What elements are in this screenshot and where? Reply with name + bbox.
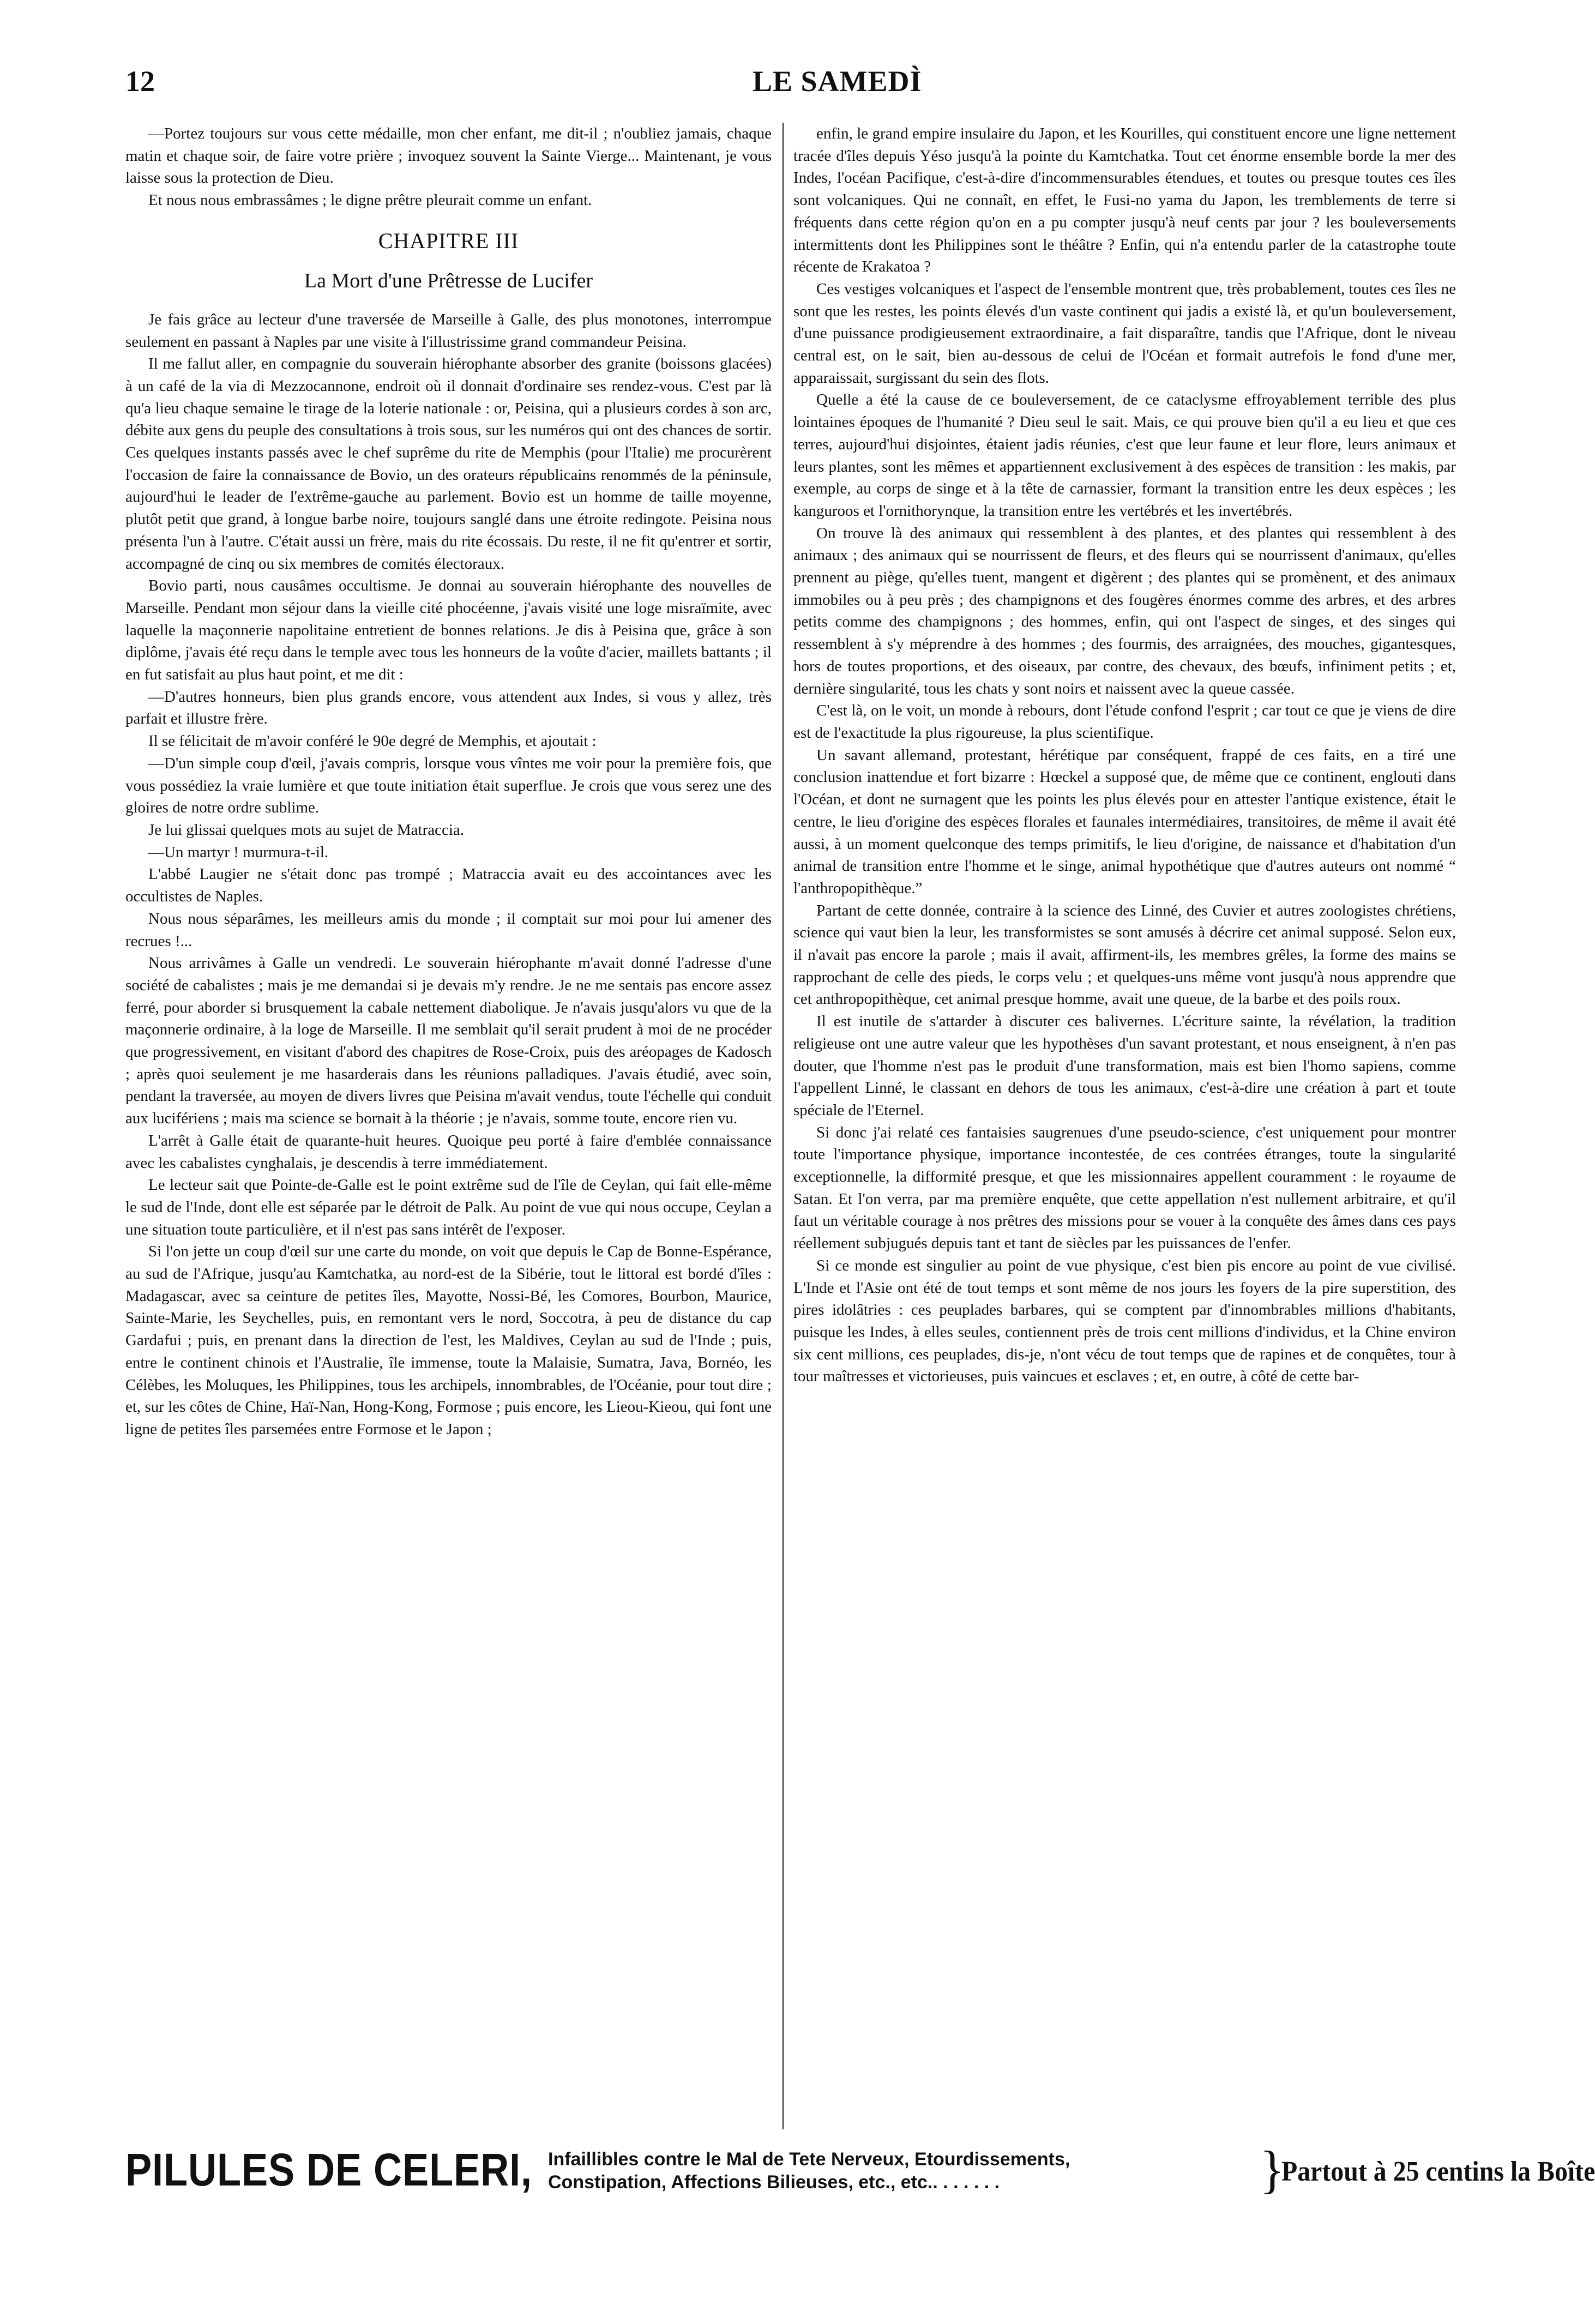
paragraph: On trouve là des animaux qui ressemblent à des plantes, et des plantes qui ressemblent à des animaux ; des animaux qui se nourrissent de fleurs, et des fleurs qui se nourrissent d'animaux, qu'elles prennent au piège, qu'elles tuent, mangent et digèrent ; des plantes qui se promènent, et des animaux immobiles ou à peu près ; des champignons et des fougères énormes comme des arbres, et des arbres petits comme des champignons ; des hommes, enfin, qui ont l'aspect de singes, et des singes qui ressemblent à s'y méprendre à des hommes ; des fourmis, des arraignées, des mouches, gigantesques, hors de toutes proportions, et des oiseaux, par contre, des chevaux, des bœufs, infiniment petits ; et, dernière singularité, tous les chats y sont noirs et naissent avec la queue cassée. xyxy=(793,524,1456,697)
advertisement xyxy=(125,2140,1595,2222)
paragraph: Il me fallut aller, en compagnie du souverain hiérophante absorber des granite (boissons glacées) à un café de la via di Mezzocannone, endroit où il donnait d'ordinaire ses rendez-vous. C'est par là qu'a lieu chaque semaine le tirage de la loterie nationale : or, Peisina, qui a plusieurs cordes à son arc, débite aux gens du peuple des consultations à trois sous, sur les numéros qui ont des chances de sortir. Ces quelques instants passés avec le chef suprême du rite de Memphis (pour l'Italie) me procurèrent l'occasion de faire la connaissance de Bovio, un des orateurs républicains renommés de la péninsule, aujourd'hui le leader de l'extrême-gauche au parlement. Bovio est un homme de taille moyenne, plutôt petit que grand, à longue barbe noire, toujours sanglé dans une étroite redingote. Peisina nous présenta l'un à l'autre. C'était aussi un frère, mais du rite écossais. Du reste, il ne fit qu'entrer et sortir, accompagné de cinq ou six membres de comités électoraux. xyxy=(125,355,772,573)
paragraph: —D'autres honneurs, bien plus grands encore, vous attendent aux Indes, si vous y allez, très parfait et illustre frère. xyxy=(125,688,772,728)
journal-title: LE SAMEDÌ xyxy=(753,65,922,98)
paragraph: Un savant allemand, protestant, hérétique par conséquent, frappé de ces faits, en a tiré une conclusion inattendue et fort bizarre : Hœckel a supposé que, de même que ce continent, englouti dans l'Océan, et dont ne surnagent que les points les plus élevés pour en attester l'antique existence, était le centre, le lieu d'origine des espèces florales et faunales intermédiaires, transitoires, de même il avait été aussi, à un moment quelconque des temps primitifs, le lieu d'origine, de naissance et d'habitation d'un animal de transition entre l'homme et le singe, animal hypothétique que d'autres auteurs ont nommé “ l'anthropopithèque.” xyxy=(793,746,1456,897)
opening-text xyxy=(125,123,772,212)
paragraph: L'arrêt à Galle était de quarante-huit heures. Quoique peu porté à faire d'emblée connaissance avec les cabalistes cynghalais, je descendis à terre immédiatement. xyxy=(125,1131,772,1172)
ad-brace: } xyxy=(1260,2140,1285,2199)
ad-description-line: Infaillibles contre le Mal de Tete Nerveux, Etourdissements, xyxy=(548,2149,1070,2170)
paragraph: Quelle a été la cause de ce bouleversement, de ce cataclysme effroyablement terrible des plus lointaines époques de l'humanité ? Dieu seul le sait. Mais, ce qui prouve bien qu'il a eu lieu et que ces terres, aujourd'hui disjointes, étaient jadis réunies, c'est que leur faune et leur flore, leurs animaux et leurs plantes, sont les mêmes et appartiennent exclusivement à des espèces de transition : les makis, par exemple, au corps de singe et à la tête de carnassier, formant la transition entre les deux espèces ; les kanguroos et l'ornithorynque, la transition entre les vertébrés et les invertébrés. xyxy=(793,391,1456,520)
paragraph: Je lui glissai quelques mots au sujet de Matraccia. xyxy=(148,821,465,839)
paragraph: Partant de cette donnée, contraire à la science des Linné, des Cuvier et autres zoologistes chrétiens, science qui vaut bien la leur, les transformistes se sont amusés à décrire cet animal supposé. Selon eux, il n'avait pas encore la parole ; mais il avait, affirment-ils, les membres grêles, la forme des mains se rapprochant de celle des pieds, le corps velu ; et quelques-uns même vont jusqu'à nous apprendre que cet anthropopithèque, cet animal presque homme, avait une queue, de la barbe et des poils roux. xyxy=(793,901,1456,1008)
paragraph: Il est inutile de s'attarder à discuter ces balivernes. L'écriture sainte, la révélation, la tradition religieuse ont une autre valeur que les hypothèses d'un savant protestant, et nous enseignent, à n'en pas douter, que l'homme n'est pas le produit d'une transformation, mais est bien l'homo sapiens, comme l'appellent Linné, le classant en dehors de tous les animaux, c'est-à-dire une création à part et toute spéciale de l'Eternel. xyxy=(793,1013,1456,1119)
chapter-title: CHAPITRE III xyxy=(378,228,519,253)
paragraph: Si ce monde est singulier au point de vue physique, c'est bien pis encore au point de vue civilisé. L'Inde et l'Asie ont été de tout temps et sont même de nos jours les foyers de la pire superstition, des pires idolâtries : ces peuplades barbares, qui se comptent par d'innombrables millions d'habitants, puisque les Indes, à elles seules, contiennent près de trois cent millions d'individus, et la Chine environ six cent millions, ces peuplades, dis-je, n'ont vécu de tout temps que de rapines et de conquêtes, tour à tour maîtresses et victorieuses, puis vaincues et esclaves ; et, en outre, à côté de cette bar- xyxy=(793,1256,1456,1386)
paragraph: L'abbé Laugier ne s'était donc pas trompé ; Matraccia avait eu des accointances avec les occultistes de Naples. xyxy=(125,865,772,906)
paragraph: Ces vestiges volcaniques et l'aspect de l'ensemble montrent que, très probablement, toutes ces îles ne sont que les restes, les points élevés d'un vaste continent qui jadis a existé là, et qu'un bouleversement, d'une puissance prodigieusement extraordinaire, a fait disparaître, tandis que l'Afrique, dont le niveau central est, on le sait, bien au-dessous de celui de l'Océan et formait autrefois le fond d'une mer, apparaissait, surgissant du sein des flots. xyxy=(793,280,1456,387)
paragraph: Le lecteur sait que Pointe-de-Galle est le point extrême sud de l'île de Ceylan, qui fait elle-même le sud de l'Inde, dont elle est séparée par le détroit de Palk. Au point de vue qui nous occupe, Ceylan a une situation toute particulière, et il n'est pas sans intérêt de l'exposer. xyxy=(125,1176,772,1238)
ad-description xyxy=(548,2148,1257,2194)
paragraph: Je fais grâce au lecteur d'une traversée de Marseille à Galle, des plus monotones, interrompue seulement en passant à Naples par une visite à l'illustrissime grand commandeur Peisina. xyxy=(125,310,772,351)
paragraph: Si donc j'ai relaté ces fantaisies saugrenues d'une pseudo-science, c'est uniquement pour montrer toute l'importance physique, importance incontestée, de ces contrées étranges, toute la singularité exceptionnelle, la difformité presque, et que les missionnaires appellent couramment : le royaume de Satan. Et l'on verra, par ma première enquête, que cette appellation n'est nullement arbitraire, et qu'il faut un véritable courage à nos prêtres des missions pour se vouer à la conquête des âmes dans ces pays réellement subjugués depuis tant et tant de siècles par les puissances de l'enfer. xyxy=(793,1123,1456,1253)
chapter-subtitle: La Mort d'une Prêtresse de Lucifer xyxy=(304,269,593,292)
continued-text xyxy=(793,123,1456,1388)
paragraph: —Portez toujours sur vous cette médaille, mon cher enfant, me dit-il ; n'oubliez jamais, chaque matin et chaque soir, de faire votre prière ; invoquez souvent la Sainte Vierge... Maintenant, je vous laisse sous la protection de Dieu. xyxy=(125,125,772,187)
paragraph: Et nous nous embrassâmes ; le digne prêtre pleurait comme un enfant. xyxy=(148,191,592,209)
paragraph: C'est là, on le voit, un monde à rebours, dont l'étude confond l'esprit ; car tout ce que je viens de dire est de l'exactitude la plus rigoureuse, la plus scientifique. xyxy=(793,702,1456,742)
ad-brand: PILULES DE CELERI, xyxy=(125,2144,532,2195)
paragraph: Bovio parti, nous causâmes occultisme. Je donnai au souverain hiérophante des nouvelles de Marseille. Pendant mon séjour dans la vieille cité phocéenne, j'avais visité une loge misraïmite, avec laquelle la maçonnerie napolitaine entretient de bonnes relations. Je dis à Peisina que, grâce à son diplôme, j'avais été reçu dans le temple avec tous les honneurs de la voûte d'acier, maillets battants ; il en fut satisfait au plus haut point, et me dit : xyxy=(125,577,772,684)
page-header xyxy=(125,64,1456,113)
left-column xyxy=(125,123,772,2129)
page-number: 12 xyxy=(125,65,155,98)
paragraph: Si l'on jette un coup d'œil sur une carte du monde, on voit que depuis le Cap de Bonne-Espérance, au sud de l'Afrique, jusqu'au Kamtchatka, au nord-est de la Sibérie, tout le littoral est bordé d'îles : Madagascar, avec sa ceinture de petites îles, Mayotte, Nossi-Bé, les Comores, Bourbon, Maurice, Sainte-Marie, les Seychelles, puis, en remontant vers le nord, Soccotra, à peu de distance du cap Gardafui ; puis, en prenant dans la direction de l'est, les Maldives, Ceylan au sud de l'Inde ; puis, entre le continent chinois et l'Australie, île immense, toute la Malaisie, Sumatra, Java, Bornéo, les Célèbes, les Moluques, les Philippines, tous les archipels, innombrables, de l'Océanie, pour tout dire ; et, sur les côtes de Chine, Haï-Nan, Hong-Kong, Formose ; puis encore, les Lieou-Kieou, qui font une ligne de petites îles parsemées entre Formose et le Japon ; xyxy=(125,1243,772,1438)
ad-price: Partout à 25 centins la Boîte xyxy=(1281,2156,1595,2187)
chapter-body xyxy=(125,309,772,1441)
right-column xyxy=(793,123,1456,2129)
paragraph: enfin, le grand empire insulaire du Japon, et les Kourilles, qui constituent encore une ligne nettement tracée d'îles depuis Yéso jusqu'à la pointe du Kamtchatka. Tout cet énorme ensemble borde la mer des Indes, l'océan Pacifique, c'est-à-dire d'incommensurables étendues, et toutes ou presque toutes ces îles sont volcaniques. Qui ne connaît, en effet, le Fusi-no yama du Japon, les tremblements de terre si fréquents dans cette région qu'on en a pu compter jusqu'à neuf cents par jour ? les bouleversements intermittents dont les Philippines sont le théâtre ? Enfin, qui n'a entendu parler de la catastrophe toute récente de Krakatoa ? xyxy=(793,125,1456,276)
paragraph: —Un martyr ! murmura-t-il. xyxy=(148,843,329,861)
paragraph: Nous nous séparâmes, les meilleurs amis du monde ; il comptait sur moi pour lui amener des recrues !... xyxy=(125,910,772,950)
ad-description-line: Constipation, Affections Bilieuses, etc., etc.. . . . . . . xyxy=(548,2172,1000,2193)
paragraph: —D'un simple coup d'œil, j'avais compris, lorsque vous vîntes me voir pour la première fois, que vous possédiez la vraie lumière et que toute initiation était superflue. Je crois que vous serez une des gloires de notre ordre sublime. xyxy=(125,754,772,817)
column-divider xyxy=(783,123,784,2129)
paragraph: Il se félicitait de m'avoir conféré le 90e degré de Memphis, et ajoutait : xyxy=(148,732,597,750)
paragraph: Nous arrivâmes à Galle un vendredi. Le souverain hiérophante m'avait donné l'adresse d'une société de cabalistes ; mais je me demandai si je devais m'y rendre. Je ne me sentais pas encore assez ferré, pour aborder si brusquement la cabale nettement diabolique. Je n'avais jusqu'alors vu que de la maçonnerie ordinaire, à la loge de Marseille. Il me semblait qu'il serait prudent à moi de ne procéder que progressivement, en visitant d'abord des chapitres de Rose-Croix, puis des aréopages de Kadosch ; après quoi seulement je me hasarderais dans les réunions palladiques. J'avais étudié, avec soin, pendant la traversée, au moyen de divers livres que Peisina m'avait vendus, toute l'échelle qui conduit aux lucifériens ; mais ma science se bornait à la théorie ; je n'avais, somme toute, encore rien vu. xyxy=(125,954,772,1128)
